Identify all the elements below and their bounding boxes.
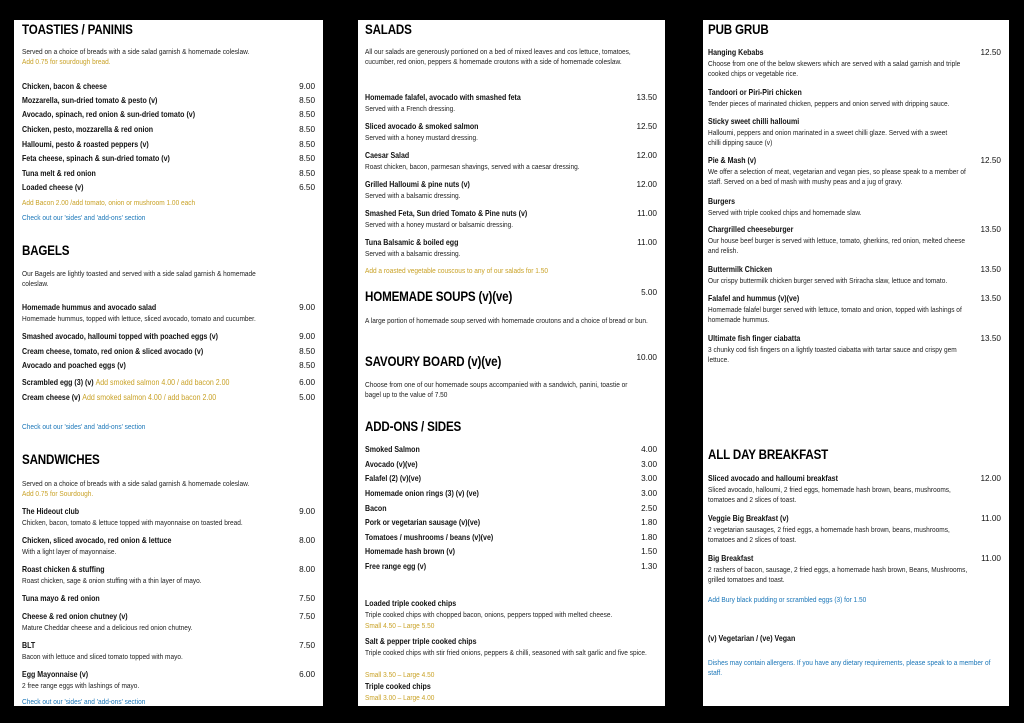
sandwiches-intro: Served on a choice of breads with a side salad garnish & homemade coleslaw. [22, 479, 250, 488]
menu-item: Free range egg (v) 1.30 [365, 562, 657, 571]
menu-item: Avocado, spinach, red onion & sun-dried tomato (v) 8.50 [22, 110, 315, 119]
salads-intro: All our salads are generously portioned on a bed of mixed leaves and cos lettuce, tomatoes, cucumber, red onion, peppers & homemade croutons with a side of homemade coleslaw. [365, 47, 631, 66]
menu-item-desc: Sliced avocado, halloumi, 2 fried eggs, homemade hash brown, beans, mushrooms, tomatoes and 2 slices of toast. [708, 485, 951, 504]
soups-desc: A large portion of homemade soup served with homemade croutons and a choice of bread or bun. [365, 316, 648, 325]
menu-item-desc: Served with a honey mustard or balsamic dressing. [365, 220, 514, 229]
sandwiches-heading: SANDWICHES [22, 452, 100, 467]
menu-item-desc: Homemade falafel burger served with lettuce, tomato and onion, topped with lashings of homemade hummus. [708, 305, 962, 324]
menu-item: Halloumi, pesto & roasted peppers (v) 8.50 [22, 140, 315, 149]
menu-item-desc: Roast chicken, sage & onion stuffing with a thin layer of mayo. [22, 576, 202, 585]
savoury-desc: Choose from one of our homemade soups accompanied with a sandwich, panini, toastie or bagel up to the value of 7.50 [365, 380, 628, 399]
menu-item: Sliced avocado and halloumi breakfast 12.00 [708, 474, 1001, 483]
menu-item: Cream cheese, tomato, red onion & sliced avocado (v) 8.50 [22, 347, 315, 356]
panel-left [14, 20, 323, 706]
menu-item-desc: Mature Cheddar cheese and a delicious red onion chutney. [22, 623, 193, 632]
toasties-heading: TOASTIES / PANINIS [22, 22, 133, 37]
menu-item: Avocado and poached eggs (v) 8.50 [22, 361, 315, 370]
pubgrub-heading: PUB GRUB [708, 22, 769, 37]
sandwiches-sourdough-note: Add 0.75 for Sourdough. [22, 489, 94, 498]
allergen-notice: Dishes may contain allergens. If you have any dietary requirements, please speak to a member of staff. [708, 658, 991, 677]
menu-item: Sliced avocado & smoked salmon 12.50 [365, 122, 657, 131]
menu-item-desc: Triple cooked chips with chopped bacon, onions, peppers topped with melted cheese. [365, 610, 613, 619]
menu-item: Tuna mayo & red onion 7.50 [22, 594, 315, 603]
menu-item: Burgers [708, 197, 736, 206]
menu-item: Hanging Kebabs 12.50 [708, 48, 1001, 57]
panel-middle [358, 20, 665, 706]
menu-item-desc: We offer a selection of meat, vegetarian and vegan pies, so please speak to a member of staff. Served on a bed of mash with mushy peas and a jug of gravy. [708, 167, 966, 186]
menu-item: Homemade onion rings (3) (v) (ve) 3.00 [365, 489, 657, 498]
menu-item: Homemade hummus and avocado salad 9.00 [22, 303, 315, 312]
soups-price: 5.00 [641, 288, 657, 297]
chips-item-name: Loaded triple cooked chips [365, 599, 457, 608]
toasties-check-link[interactable]: Check out our 'sides' and 'add-ons' section [22, 213, 146, 222]
menu-item: The Hideout club 9.00 [22, 507, 315, 516]
menu-item: Pork or vegetarian sausage (v)(ve) 1.80 [365, 518, 657, 527]
menu-item-desc: Roast chicken, bacon, parmesan shavings, served with a caesar dressing. [365, 162, 580, 171]
addons-heading: ADD-ONS / SIDES [365, 419, 462, 434]
chips-price-note: Small 4.50 – Large 5.50 [365, 621, 435, 630]
menu-item: Cream cheese (v) Add smoked salmon 4.00 / add bacon 2.00 5.00 [22, 393, 315, 402]
menu-item: Smashed avocado, halloumi topped with poached eggs (v) 9.00 [22, 332, 315, 341]
menu-item: Chicken, bacon & cheese 9.00 [22, 82, 315, 91]
bagels-check-link[interactable]: Check out our 'sides' and 'add-ons' section [22, 422, 146, 431]
diet-legend: (v) Vegetarian / (ve) Vegan [708, 634, 796, 643]
menu-item: Chicken, sliced avocado, red onion & lettuce 8.00 [22, 536, 315, 545]
salads-heading: SALADS [365, 22, 412, 37]
menu-item: Bacon 2.50 [365, 504, 657, 513]
menu-item: Homemade falafel, avocado with smashed feta 13.50 [365, 93, 657, 102]
menu-item-desc: 2 free range eggs with lashings of mayo. [22, 681, 140, 690]
menu-item-desc: Served with a French dressing. [365, 104, 456, 113]
menu-item: Pie & Mash (v) 12.50 [708, 156, 1001, 165]
breakfast-addon-note: Add Bury black pudding or scrambled eggs (3) for 1.50 [708, 595, 867, 604]
menu-item: Mozzarella, sun-dried tomato & pesto (v) 8.50 [22, 96, 315, 105]
menu-item: Ultimate fish finger ciabatta 13.50 [708, 334, 1001, 343]
menu-item: Caesar Salad 12.00 [365, 151, 657, 160]
menu-item-desc: 3 chunky cod fish fingers on a lightly toasted ciabatta with tartar sauce and crispy gem lettuce. [708, 345, 957, 364]
menu-item-desc: Chicken, bacon, tomato & lettuce topped with mayonnaise on toasted bread. [22, 518, 243, 527]
menu-item: Buttermilk Chicken 13.50 [708, 265, 1001, 274]
menu-item-desc: Served with a balsamic dressing. [365, 249, 461, 258]
chips-price-note: Small 3.50 – Large 4.50 [365, 670, 435, 679]
menu-item: Chicken, pesto, mozzarella & red onion 8.50 [22, 125, 315, 134]
panel-right [703, 20, 1009, 706]
menu-item: Egg Mayonnaise (v) 6.00 [22, 670, 315, 679]
savoury-heading: SAVOURY BOARD (v)(ve) [365, 354, 502, 369]
cream-addon-note: Add smoked salmon 4.00 / add bacon 2.00 [82, 393, 217, 402]
menu-item: Avocado (v)(ve) 3.00 [365, 460, 657, 469]
menu-item-desc: Served with a honey mustard dressing. [365, 133, 478, 142]
sandwiches-check-link[interactable]: Check out our 'sides' and 'add-ons' section [22, 697, 146, 706]
menu-item: Tuna Balsamic & boiled egg 11.00 [365, 238, 657, 247]
menu-item: Tandoori or Piri-Piri chicken [708, 88, 802, 97]
menu-item-desc: Choose from one of the below skewers which are served with a salad garnish and triple cooked chips or vegetable rice. [708, 59, 961, 78]
menu-item: Feta cheese, spinach & sun-dried tomato (v) 8.50 [22, 154, 315, 163]
menu-item: Sticky sweet chilli halloumi [708, 117, 800, 126]
scrambled-addon-note: Add smoked salmon 4.00 / add bacon 2.00 [95, 378, 230, 387]
menu-item: Tomatoes / mushrooms / beans (v)(ve) 1.80 [365, 533, 657, 542]
toasties-addon-note: Add Bacon 2.00 /add tomato, onion or mushroom 1.00 each [22, 198, 196, 207]
menu-item-desc: Bacon with lettuce and sliced tomato topped with mayo. [22, 652, 183, 661]
menu-item: Cheese & red onion chutney (v) 7.50 [22, 612, 315, 621]
soups-heading: HOMEMADE SOUPS (v)(ve) [365, 289, 513, 304]
menu-item-desc: Triple cooked chips with stir fried onions, peppers & chilli, seasoned with salt garlic and five spice. [365, 648, 647, 657]
menu-item-desc: Homemade hummus, topped with lettuce, sliced avocado, tomato and cucumber. [22, 314, 256, 323]
menu-item-desc: Served with a balsamic dressing. [365, 191, 461, 200]
menu-item: Veggie Big Breakfast (v) 11.00 [708, 514, 1001, 523]
menu-item: BLT 7.50 [22, 641, 315, 650]
chips-item-name: Salt & pepper triple cooked chips [365, 637, 477, 646]
menu-item-desc: Halloumi, peppers and onion marinated in a sweet chilli glaze. Served with a sweet chilli dipping sauce (v) [708, 128, 948, 147]
salads-couscous-note: Add a roasted vegetable couscous to any of our salads for 1.50 [365, 266, 548, 275]
toasties-intro: Served on a choice of breads with a side salad garnish & homemade coleslaw. [22, 47, 250, 56]
menu-item-desc: Our house beef burger is served with lettuce, tomato, gherkins, red onion, melted cheese and relish. [708, 236, 966, 255]
menu-item-desc: Served with triple cooked chips and homemade slaw. [708, 208, 862, 217]
menu-item: Chargrilled cheeseburger 13.50 [708, 225, 1001, 234]
menu-item: Loaded cheese (v) 6.50 [22, 183, 315, 192]
menu-item: Grilled Halloumi & pine nuts (v) 12.00 [365, 180, 657, 189]
menu-item: Falafel and hummus (v)(ve) 13.50 [708, 294, 1001, 303]
menu-item: Big Breakfast 11.00 [708, 554, 1001, 563]
menu-item: Roast chicken & stuffing 8.00 [22, 565, 315, 574]
menu-item: Smashed Feta, Sun dried Tomato & Pine nuts (v) 11.00 [365, 209, 657, 218]
menu-item: Homemade hash brown (v) 1.50 [365, 547, 657, 556]
menu-item: Smoked Salmon 4.00 [365, 445, 657, 454]
chips-item-name: Triple cooked chips [365, 682, 431, 691]
menu-item: Falafel (2) (v)(ve) 3.00 [365, 474, 657, 483]
savoury-price: 10.00 [636, 353, 657, 362]
menu-item-desc: Tender pieces of marinated chicken, peppers and onion served with dripping sauce. [708, 99, 950, 108]
breakfast-heading: ALL DAY BREAKFAST [708, 447, 829, 462]
chips-price-note: Small 3.00 – Large 4.00 [365, 693, 435, 702]
menu-item-desc: Our crispy buttermilk chicken burger served with Sriracha slaw, lettuce and tomato. [708, 276, 948, 285]
menu-item: Tuna melt & red onion 8.50 [22, 169, 315, 178]
toasties-sourdough-note: Add 0.75 for sourdough bread. [22, 57, 111, 66]
menu-item: Scrambled egg (3) (v) Add smoked salmon 4.00 / add bacon 2.00 6.00 [22, 378, 315, 387]
menu-item-desc: 2 rashers of bacon, sausage, 2 fried eggs, a homemade hash brown, Beans, Mushrooms, grilled tomatoes and toast. [708, 565, 968, 584]
bagels-heading: BAGELS [22, 243, 70, 258]
menu-item-desc: With a light layer of mayonnaise. [22, 547, 117, 556]
menu-item-desc: 2 vegetarian sausages, 2 fried eggs, a homemade hash brown, beans, mushrooms, tomatoes and 2 slices of toast. [708, 525, 950, 544]
bagels-intro: Our Bagels are lightly toasted and served with a side salad garnish & homemade coleslaw. [22, 269, 256, 288]
